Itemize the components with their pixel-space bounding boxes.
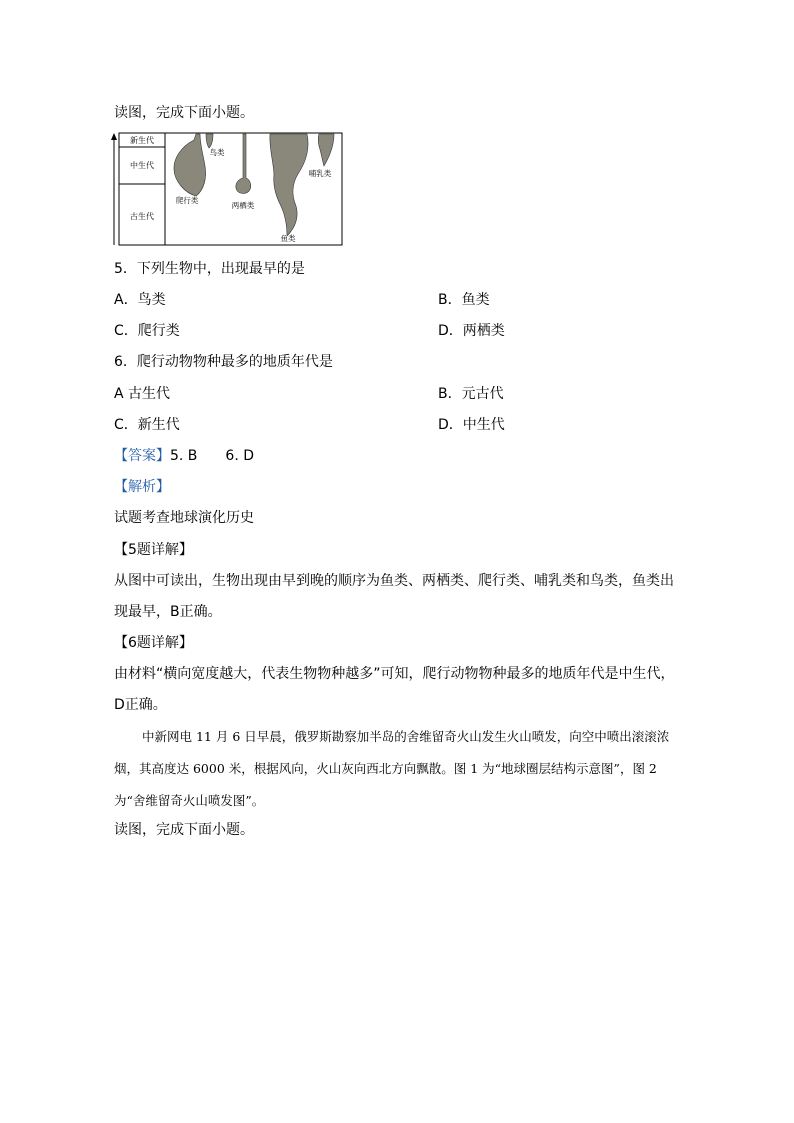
analysis-text: 试题考查地球演化历史 — [114, 510, 254, 526]
era-paleozoic: 古生代 — [130, 212, 154, 221]
q5-option-a[interactable]: A．鸟类 — [114, 292, 166, 308]
analysis-label: 【解析】 — [114, 479, 170, 495]
label-fish: 鱼类 — [280, 234, 296, 243]
answer-text: 5. B 6. D — [170, 448, 254, 464]
reptile-shape — [174, 134, 206, 196]
q5-option-d[interactable]: D．两栖类 — [438, 323, 505, 339]
detail5-text: 从图中可读出，生物出现由早到晚的顺序为鱼类、两栖类、爬行类、哺乳类和鸟类，鱼类出现最早，B正确。 — [114, 573, 674, 620]
bird-shape — [206, 134, 213, 148]
era-mesozoic: 中生代 — [130, 161, 154, 170]
q5-option-c[interactable]: C．爬行类 — [114, 323, 180, 339]
detail6-text: 由材料“横向宽度越大，代表生物物种越多”可知，爬行动物物种最多的地质年代是中生代，D正确。 — [114, 666, 675, 713]
answer-line — [114, 447, 254, 465]
news-paragraph: 中新网电 11 月 6 日早晨，俄罗斯勘察加半岛的舍维留奇火山发生火山喷发，向空中喷出滚滚浓烟，其高度达 6000 米，根据风向，火山灰向西北方向飘散。图 1 为“地球圈层结构示意图”，图 2 为“舍维留奇火山喷发图”。 — [114, 729, 670, 808]
q5-stem: 5．下列生物中，出现最早的是 — [114, 261, 305, 277]
answer-label: 【答案】 — [114, 448, 170, 464]
q6-option-b[interactable]: B．元古代 — [438, 386, 504, 402]
figure-frame — [119, 133, 342, 245]
q6-stem: 6．爬行动物物种最多的地质年代是 — [114, 354, 333, 370]
label-bird: 鸟类 — [209, 148, 225, 157]
evolution-figure — [110, 132, 344, 247]
label-mammal: 哺乳类 — [308, 169, 332, 178]
label-amphibian: 两栖类 — [231, 201, 255, 210]
q5-option-b[interactable]: B．鱼类 — [438, 292, 490, 308]
time-arrow-head — [111, 133, 117, 140]
q6-option-c[interactable]: C．新生代 — [114, 417, 180, 433]
fish-shape — [270, 134, 308, 236]
mammal-shape — [318, 134, 334, 166]
detail5-label: 【5题详解】 — [114, 542, 193, 558]
intro-text-2: 读图，完成下面小题。 — [114, 822, 254, 838]
label-reptile: 爬行类 — [175, 196, 199, 205]
amphibian-shape — [236, 134, 251, 193]
q6-option-d[interactable]: D．中生代 — [438, 417, 505, 433]
q6-option-a[interactable]: A 古生代 — [114, 386, 171, 402]
intro-text-1: 读图，完成下面小题。 — [114, 105, 254, 121]
detail6-label: 【6题详解】 — [114, 635, 193, 651]
era-cenozoic: 新生代 — [130, 136, 154, 145]
